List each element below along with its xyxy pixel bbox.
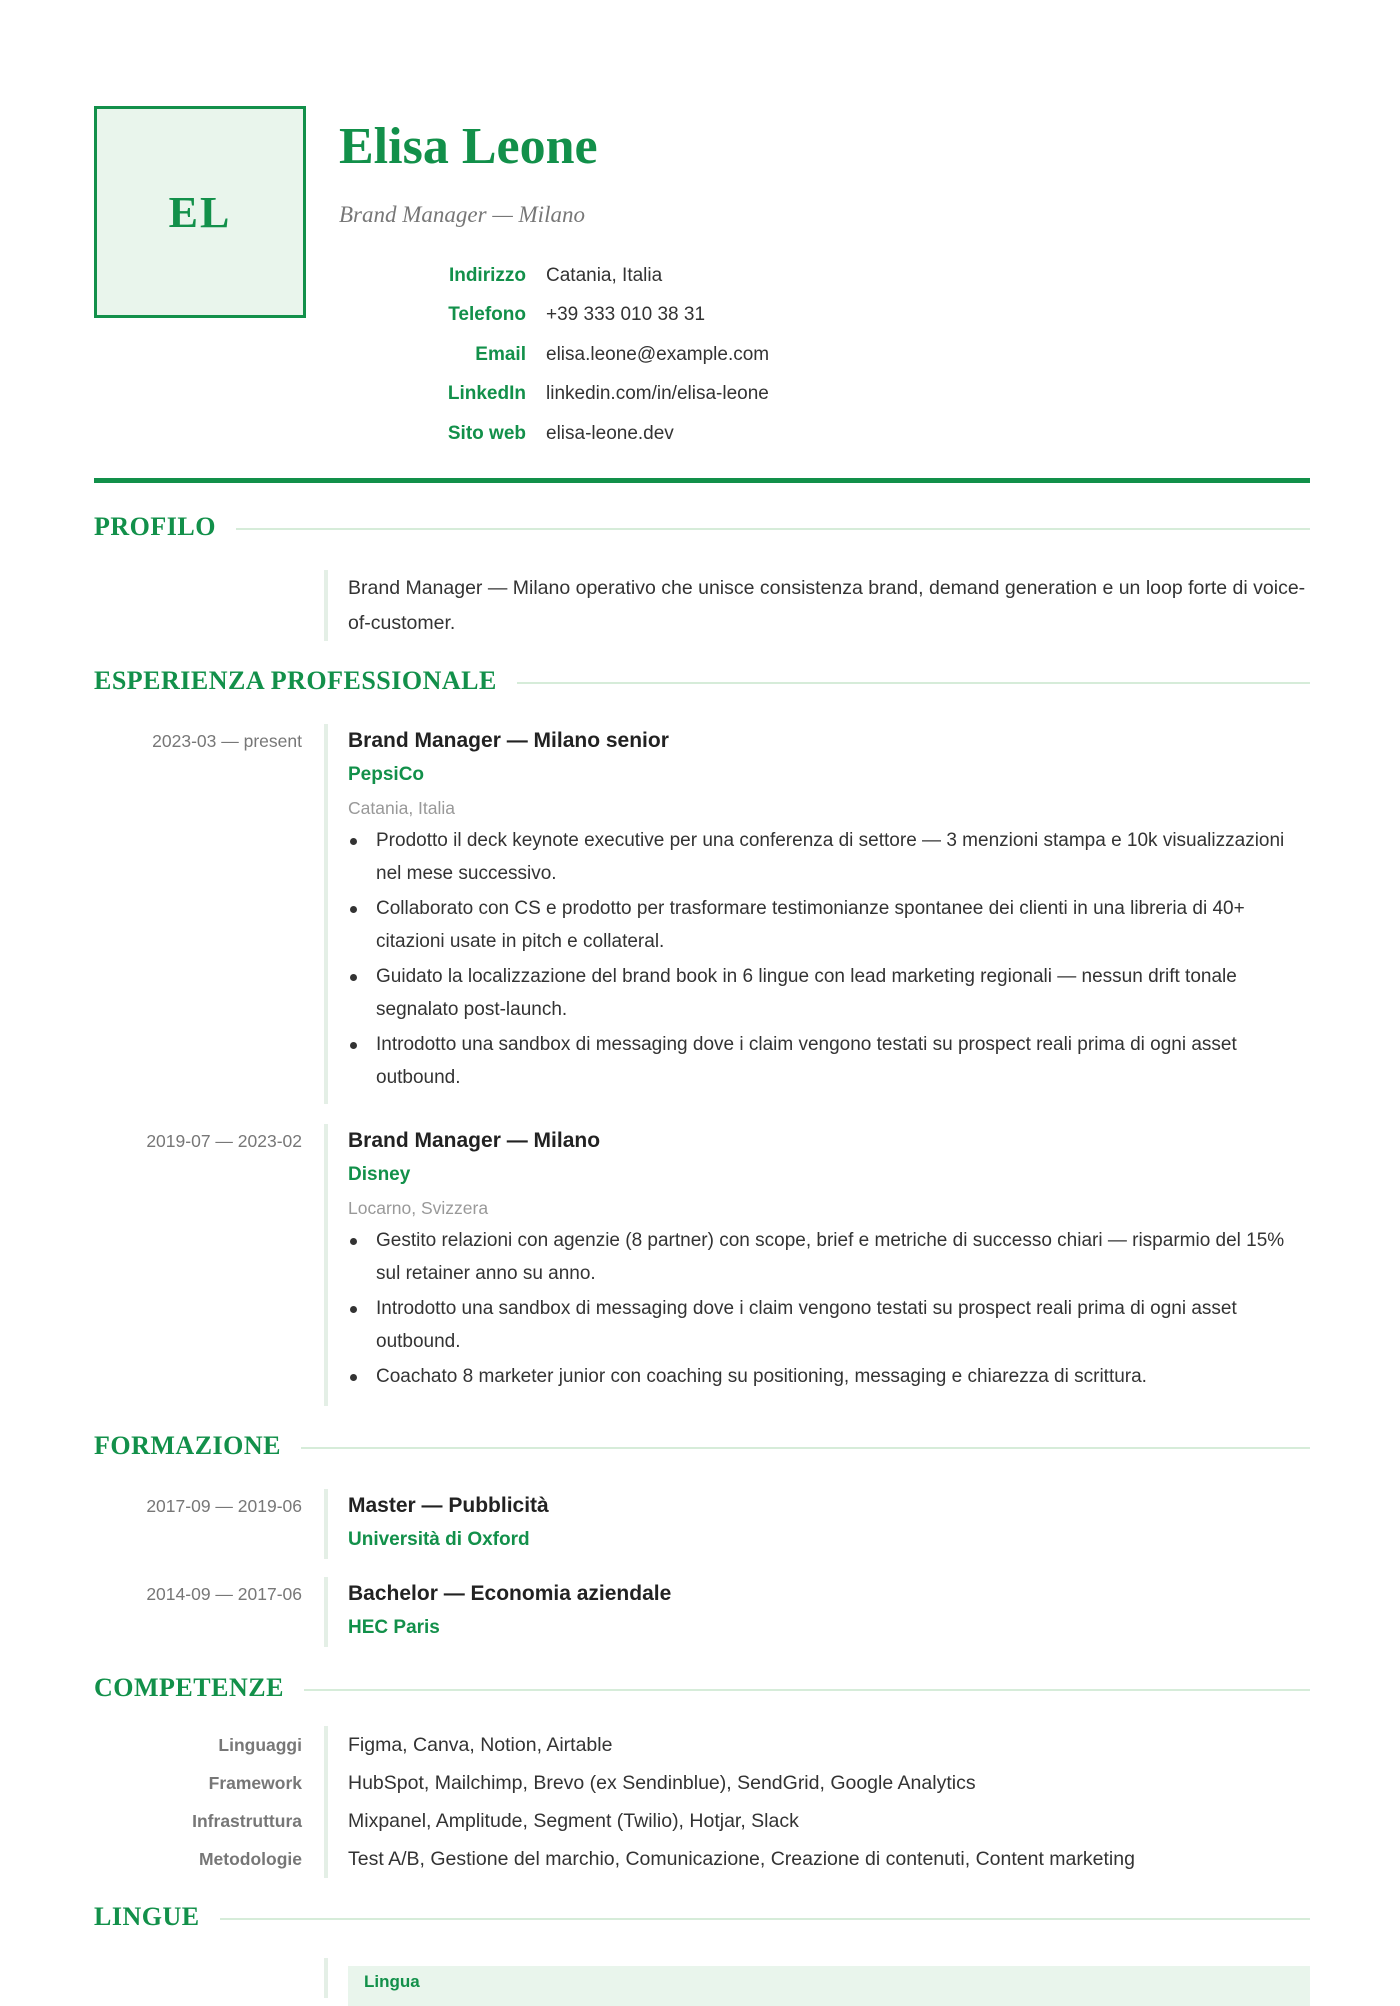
- contact-list: [364, 256, 769, 454]
- job-details: [324, 1124, 1310, 1406]
- contact-value[interactable]: elisa.leone@example.com: [546, 343, 770, 365]
- contact-label: Email: [475, 343, 526, 365]
- contact-label: Sito web: [447, 422, 526, 444]
- section-header-profile: [94, 512, 1310, 542]
- bullet-item: Gestito relazioni con agenzie (8 partner) con scope, brief e metriche di successo chiari — risparmio del 15% sul retainer anno su anno.: [348, 1224, 1310, 1290]
- contact-value: Catania, Italia: [546, 264, 663, 286]
- skill-row: [94, 1726, 1310, 1764]
- contact-value[interactable]: linkedin.com/in/elisa-leone: [546, 383, 769, 405]
- education-degree: Bachelor — Economia aziendale: [348, 1582, 672, 1605]
- section-title: LINGUE: [94, 1902, 200, 1931]
- skill-value: Figma, Canva, Notion, Airtable: [324, 1726, 1310, 1764]
- section-header-experience: [94, 666, 1310, 696]
- education-dates: 2017-09 — 2019-06: [146, 1496, 302, 1516]
- bullet-item: Introdotto una sandbox di messaging dove i claim vengono testati su prospect reali prima di ogni asset outbound.: [348, 1028, 1310, 1094]
- avatar-initials: EL: [168, 187, 232, 237]
- job-location: Locarno, Svizzera: [348, 1198, 489, 1218]
- avatar: [94, 106, 306, 318]
- job-company: PepsiCo: [348, 764, 425, 785]
- education-school: Università di Oxford: [348, 1529, 530, 1550]
- section-divider: [517, 682, 1310, 684]
- candidate-tagline: Brand Manager — Milano: [339, 202, 585, 227]
- bullet-item: Collaborato con CS e prodotto per trasformare testimonianze spontanee dei clienti in una libreria di 40+ citazioni usate in pitch e collateral.: [348, 892, 1310, 958]
- section-header-skills: [94, 1673, 1310, 1703]
- section-divider: [220, 1918, 1310, 1920]
- bullet-item: Coachato 8 marketer junior con coaching su positioning, messaging e chiarezza di scrittura.: [348, 1360, 1310, 1393]
- job-details: [324, 724, 1310, 1104]
- job-dates: 2019-07 — 2023-02: [146, 1131, 302, 1151]
- section-title: ESPERIENZA PROFESSIONALE: [94, 666, 497, 695]
- education-dates: 2014-09 — 2017-06: [146, 1584, 302, 1604]
- section-header-education: [94, 1431, 1310, 1461]
- section-title: COMPETENZE: [94, 1673, 284, 1702]
- profile-body: [324, 570, 1310, 641]
- job-title: Brand Manager — Milano: [348, 1129, 601, 1152]
- profile-text: Brand Manager — Milano operativo che unisce consistenza brand, demand generation e un loop forte di voice-of-customer.: [348, 577, 1306, 634]
- skill-value: Mixpanel, Amplitude, Segment (Twilio), Hotjar, Slack: [324, 1802, 1310, 1840]
- contact-label: LinkedIn: [447, 383, 526, 405]
- languages-header-label: Lingua: [364, 1972, 420, 1991]
- skill-label: Framework: [208, 1773, 302, 1793]
- bullet-item: Guidato la localizzazione del brand book in 6 lingue con lead marketing regionali — nessun drift tonale segnalato post-launch.: [348, 960, 1310, 1026]
- job-title: Brand Manager — Milano senior: [348, 729, 669, 752]
- education-degree: Master — Pubblicità: [348, 1494, 549, 1517]
- skill-label: Metodologie: [198, 1849, 302, 1869]
- languages-table-body: [324, 1958, 1310, 1998]
- section-divider: [304, 1689, 1310, 1691]
- section-divider: [301, 1447, 1310, 1449]
- contact-row-email: [364, 335, 769, 375]
- job-dates: 2023-03 — present: [152, 731, 302, 751]
- contact-value[interactable]: elisa-leone.dev: [546, 422, 674, 444]
- skill-label: Linguaggi: [218, 1735, 302, 1755]
- skill-label: Infrastruttura: [192, 1811, 302, 1831]
- skill-value: HubSpot, Mailchimp, Brevo (ex Sendinblue), SendGrid, Google Analytics: [324, 1764, 1310, 1802]
- bullet-item: Prodotto il deck keynote executive per una conferenza di settore — 3 menzioni stampa e 10k visualizzazioni nel mese successivo.: [348, 824, 1310, 890]
- contact-row-website: [364, 414, 769, 454]
- section-title: PROFILO: [94, 512, 216, 541]
- contact-row-address: [364, 256, 769, 296]
- section-header-languages: [94, 1902, 1310, 1932]
- contact-label: Indirizzo: [448, 264, 526, 286]
- job-bullets: [348, 1224, 1310, 1393]
- section-divider: [236, 528, 1310, 530]
- education-details: [324, 1489, 1310, 1559]
- skill-row: [94, 1802, 1310, 1840]
- education-details: [324, 1577, 1310, 1647]
- job-company: Disney: [348, 1164, 411, 1185]
- contact-row-linkedin: [364, 375, 769, 415]
- section-title: FORMAZIONE: [94, 1431, 281, 1460]
- languages-table-header: [348, 1966, 1310, 2006]
- candidate-name: Elisa Leone: [339, 118, 598, 175]
- contact-row-phone: [364, 296, 769, 336]
- contact-value[interactable]: +39 333 010 38 31: [546, 304, 706, 326]
- bullet-item: Introdotto una sandbox di messaging dove i claim vengono testati su prospect reali prima di ogni asset outbound.: [348, 1292, 1310, 1358]
- job-bullets: [348, 824, 1310, 1094]
- education-school: HEC Paris: [348, 1617, 440, 1638]
- skill-row: [94, 1840, 1310, 1878]
- skill-value: Test A/B, Gestione del marchio, Comunicazione, Creazione di contenuti, Content marketing: [324, 1840, 1310, 1878]
- job-location: Catania, Italia: [348, 798, 456, 818]
- header-divider: [94, 478, 1310, 483]
- skill-row: [94, 1764, 1310, 1802]
- contact-label: Telefono: [448, 304, 526, 326]
